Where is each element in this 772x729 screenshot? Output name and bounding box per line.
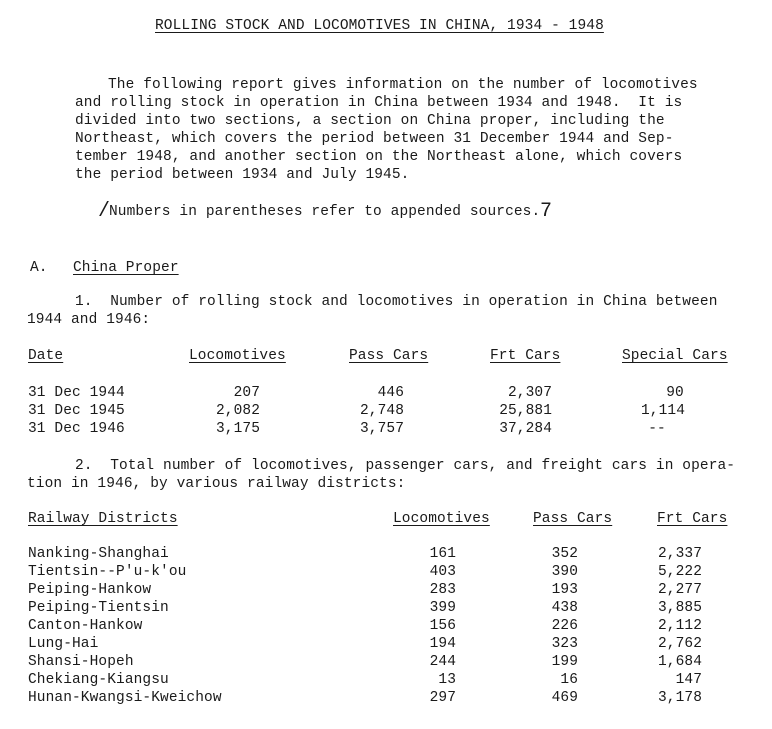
table1-header-date: Date [28, 348, 64, 364]
pass-cars-cell: 469 [551, 690, 578, 706]
pass-cars-cell: 323 [551, 636, 578, 652]
locomotives-cell: 399 [429, 600, 456, 616]
item1-intro-line: 1944 and 1946: [27, 312, 151, 328]
locomotives-cell: 297 [429, 690, 456, 706]
frt-cars-cell: 3,178 [657, 690, 702, 706]
frt-cars-cell: 2,337 [657, 546, 702, 562]
date-cell: 31 Dec 1946 [28, 421, 125, 437]
intro-line: Northeast, which covers the period between 31 December 1944 and Sep- [75, 131, 674, 147]
locomotives-cell: 3,175 [215, 421, 260, 437]
locomotives-cell: 207 [233, 385, 260, 401]
special-cars-cell: 1,114 [640, 403, 685, 419]
note-right-bracket: 7 [540, 200, 553, 223]
item2-intro-line: tion in 1946, by various railway districts: [27, 476, 406, 492]
pass-cars-cell: 193 [551, 582, 578, 598]
district-cell: Peiping-Tientsin [28, 600, 169, 616]
district-cell: Canton-Hankow [28, 618, 143, 634]
intro-line: and rolling stock in operation in China between 1934 and 1948. It is [75, 95, 683, 111]
frt-cars-cell: 37,284 [499, 421, 552, 437]
section-title: China Proper [73, 260, 179, 276]
special-cars-cell: 90 [666, 385, 684, 401]
district-cell: Hunan-Kwangsi-Kweichow [28, 690, 222, 706]
district-cell: Nanking-Shanghai [28, 546, 169, 562]
table2-header-frt-cars: Frt Cars [657, 511, 728, 527]
sources-note: Numbers in parentheses refer to appended sources. [109, 204, 541, 220]
section-letter: A. [30, 260, 48, 276]
locomotives-cell: 2,082 [215, 403, 260, 419]
special-cars-cell: -- [648, 421, 666, 437]
table2-header-locomotives: Locomotives [393, 511, 490, 527]
locomotives-cell: 194 [429, 636, 456, 652]
table1-header-frt-cars: Frt Cars [490, 348, 561, 364]
district-cell: Chekiang-Kiangsu [28, 672, 169, 688]
intro-line: divided into two sections, a section on China proper, including the [75, 113, 665, 129]
frt-cars-cell: 1,684 [657, 654, 702, 670]
date-cell: 31 Dec 1945 [28, 403, 125, 419]
note-left-bracket: / [98, 200, 111, 223]
item1-intro-line: 1. Number of rolling stock and locomotives in operation in China between [75, 294, 718, 310]
table1-header-special-cars: Special Cars [622, 348, 728, 364]
district-cell: Lung-Hai [28, 636, 99, 652]
frt-cars-cell: 5,222 [657, 564, 702, 580]
pass-cars-cell: 3,757 [359, 421, 404, 437]
pass-cars-cell: 2,748 [359, 403, 404, 419]
pass-cars-cell: 16 [560, 672, 578, 688]
locomotives-cell: 13 [438, 672, 456, 688]
frt-cars-cell: 2,307 [507, 385, 552, 401]
locomotives-cell: 156 [429, 618, 456, 634]
intro-line: The following report gives information on the number of locomotives [108, 77, 698, 93]
pass-cars-cell: 446 [377, 385, 404, 401]
item2-intro-line: 2. Total number of locomotives, passenger cars, and freight cars in opera- [75, 458, 736, 474]
frt-cars-cell: 3,885 [657, 600, 702, 616]
frt-cars-cell: 147 [675, 672, 702, 688]
locomotives-cell: 283 [429, 582, 456, 598]
frt-cars-cell: 2,277 [657, 582, 702, 598]
frt-cars-cell: 2,112 [657, 618, 702, 634]
report-title: ROLLING STOCK AND LOCOMOTIVES IN CHINA, 1934 - 1948 [155, 18, 604, 34]
date-cell: 31 Dec 1944 [28, 385, 125, 401]
intro-line: tember 1948, and another section on the Northeast alone, which covers [75, 149, 683, 165]
intro-line: the period between 1934 and July 1945. [75, 167, 410, 183]
table1-header-locomotives: Locomotives [189, 348, 286, 364]
district-cell: Peiping-Hankow [28, 582, 152, 598]
table2-header-pass-cars: Pass Cars [533, 511, 613, 527]
frt-cars-cell: 25,881 [499, 403, 552, 419]
table1-header-pass-cars: Pass Cars [349, 348, 429, 364]
pass-cars-cell: 352 [551, 546, 578, 562]
district-cell: Shansi-Hopeh [28, 654, 134, 670]
pass-cars-cell: 199 [551, 654, 578, 670]
pass-cars-cell: 438 [551, 600, 578, 616]
pass-cars-cell: 226 [551, 618, 578, 634]
locomotives-cell: 161 [429, 546, 456, 562]
district-cell: Tientsin--P'u-k'ou [28, 564, 187, 580]
frt-cars-cell: 2,762 [657, 636, 702, 652]
locomotives-cell: 403 [429, 564, 456, 580]
table2-header-railway-districts: Railway Districts [28, 511, 178, 527]
pass-cars-cell: 390 [551, 564, 578, 580]
locomotives-cell: 244 [429, 654, 456, 670]
